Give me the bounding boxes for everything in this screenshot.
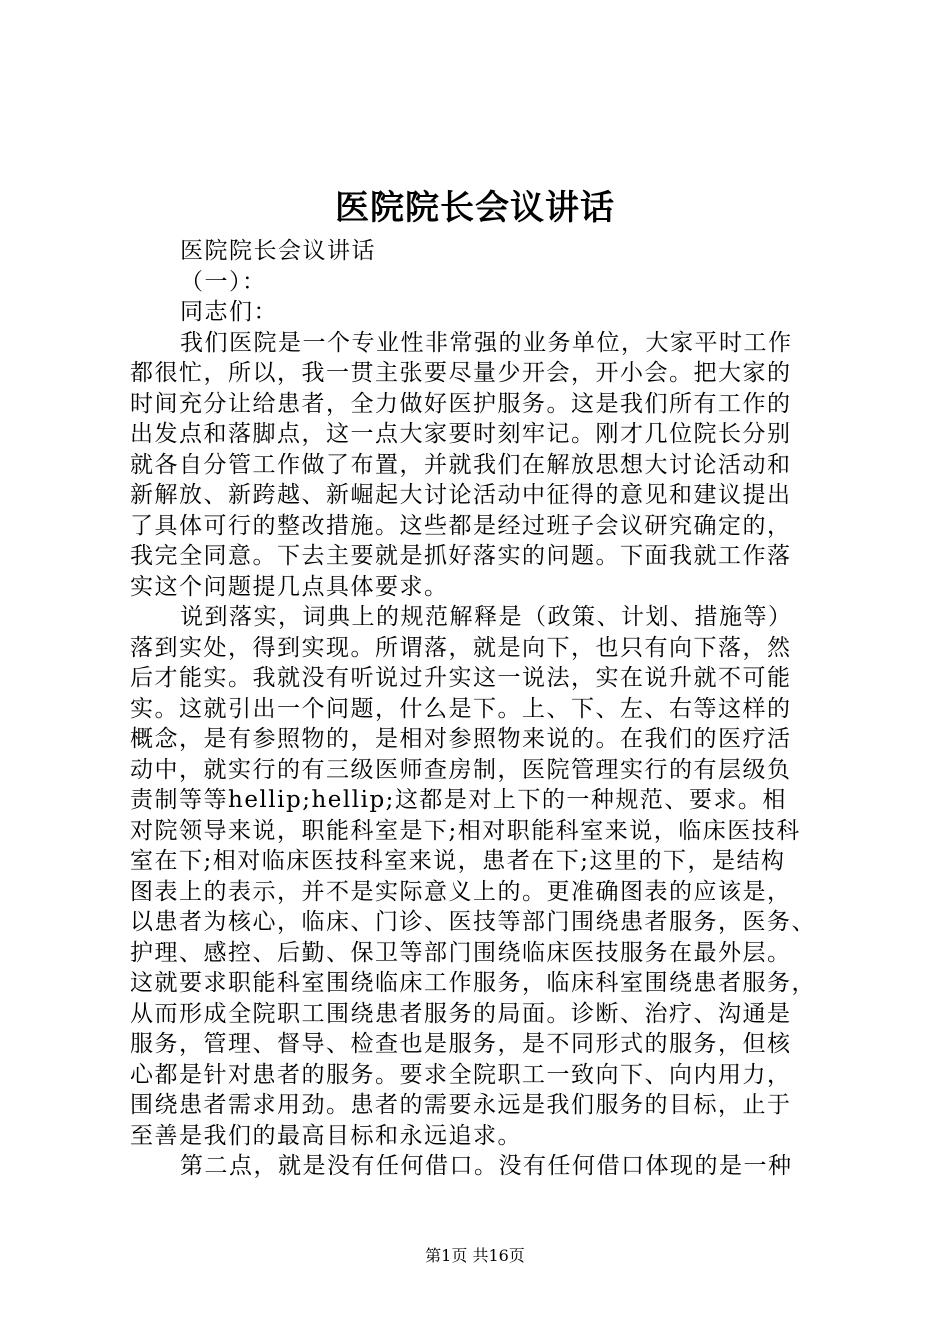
text-line: 护理、感控、后勤、保卫等部门围绕临床医技服务在最外层。 [130, 939, 792, 966]
text-line: 都很忙，所以，我一贯主张要尽量少开会，开小会。把大家的 [130, 360, 792, 386]
text-line: 围绕患者需求用劲。患者的需要永远是我们服务的目标，止于 [130, 1092, 792, 1118]
text-line: 后才能实。我就没有听说过升实这一说法，实在说升就不可能 [130, 665, 792, 691]
text-line: （一）： [180, 268, 267, 295]
text-line: 了具体可行的整改措施。这些都是经过班子会议研究确定的， [130, 512, 792, 539]
text-line: 实。这就引出一个问题，什么是下。上、下、左、右等这样的 [130, 695, 792, 722]
text-line: 这就要求职能科室围绕临床工作服务，临床科室围绕患者服务， [130, 970, 816, 996]
document-title: 医院院长会议讲话 [335, 188, 615, 228]
text-line: 第二点，就是没有任何借口。没有任何借口体现的是一种 [180, 1153, 793, 1179]
text-line: 出发点和落脚点，这一点大家要时刻牢记。刚才几位院长分别 [130, 421, 792, 447]
text-line: 就各自分管工作做了布置，并就我们在解放思想大讨论活动和 [130, 451, 792, 478]
text-line: 以患者为核心，临床、门诊、医技等部门围绕患者服务，医务、 [130, 909, 816, 935]
text-line: 从而形成全院职工围绕患者服务的局面。诊断、治疗、沟通是 [130, 1000, 792, 1027]
text-line: 同志们： [180, 299, 278, 325]
page-footer: 第1页 共16页 [425, 1246, 525, 1265]
text-line: 服务，管理、督导、检查也是服务，是不同形式的服务，但核 [130, 1031, 792, 1057]
text-line: 室在下;相对临床医技科室来说，患者在下;这里的下，是结构 [130, 848, 786, 874]
text-line: 落到实处，得到实现。所谓落，就是向下，也只有向下落，然 [130, 634, 792, 661]
text-line: 责制等等hellip;hellip;这都是对上下的一种规范、要求。相 [130, 787, 787, 813]
text-line: 心都是针对患者的服务。要求全院职工一致向下、向内用力， [130, 1061, 792, 1088]
text-line: 实这个问题提几点具体要求。 [130, 573, 449, 600]
text-line: 动中，就实行的有三级医师查房制，医院管理实行的有层级负 [130, 756, 792, 783]
text-line: 时间充分让给患者，全力做好医护服务。这是我们所有工作的 [130, 390, 792, 417]
text-line: 概念，是有参照物的，是相对参照物来说的。在我们的医疗活 [130, 726, 792, 752]
document-body [130, 236, 830, 1182]
text-line: 新解放、新跨越、新崛起大讨论活动中征得的意见和建议提出 [130, 482, 792, 508]
text-line: 说到落实，词典上的规范解释是（政策、计划、措施等） [180, 604, 793, 630]
text-line: 对院领导来说，职能科室是下;相对职能科室来说，临床医技科 [130, 817, 801, 844]
text-line: 我完全同意。下去主要就是抓好落实的问题。下面我就工作落 [130, 543, 792, 569]
text-line: 至善是我们的最高目标和永远追求。 [130, 1122, 522, 1149]
text-line: 我们医院是一个专业性非常强的业务单位，大家平时工作 [180, 329, 793, 356]
text-line: 图表上的表示，并不是实际意义上的。更准确图表的应该是， [130, 878, 792, 905]
text-line: 医院院长会议讲话 [180, 238, 376, 264]
